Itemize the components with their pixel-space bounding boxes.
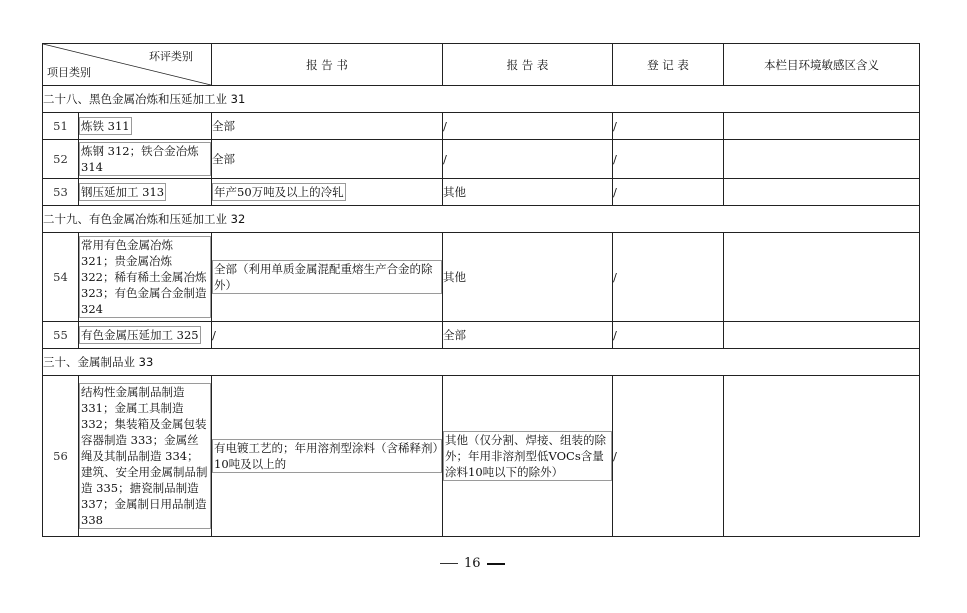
row-number: 52 [43, 140, 79, 179]
col-report-book: 报 告 书 [212, 44, 443, 86]
row-sensitive [724, 140, 920, 179]
row-register: / [613, 113, 724, 140]
category-text: 钢压延加工 313 [81, 185, 165, 199]
table-row [43, 376, 920, 537]
row-category [79, 113, 212, 140]
section-title: 三十、金属制品业 33 [43, 349, 920, 376]
page-number: 16 [464, 556, 481, 571]
row-category [79, 233, 212, 322]
row-register: / [613, 179, 724, 206]
row-sensitive [724, 179, 920, 206]
row-table [443, 376, 613, 537]
row-number: 56 [43, 376, 79, 537]
col-report-table: 报 告 表 [443, 44, 613, 86]
row-sensitive [724, 376, 920, 537]
row-number: 54 [43, 233, 79, 322]
row-book [212, 179, 443, 206]
book-text: 有电镀工艺的；年用溶剂型涂料（含稀释剂）10吨及以上的 [212, 439, 442, 473]
book-text: 全部（利用单质金属混配重熔生产合金的除外） [212, 260, 442, 294]
category-text: 炼铁 311 [81, 119, 130, 133]
table-row [43, 113, 920, 140]
row-category [79, 179, 212, 206]
row-table: 全部 [443, 322, 613, 349]
row-register: / [613, 233, 724, 322]
row-table: 其他 [443, 233, 613, 322]
row-category [79, 140, 212, 179]
row-number: 53 [43, 179, 79, 206]
row-register: / [613, 322, 724, 349]
row-register: / [613, 140, 724, 179]
row-table: / [443, 113, 613, 140]
category-text: 常用有色金属冶炼 321；贵金属冶炼 322；稀有稀土金属冶炼 323；有色金属合金制造 324 [79, 236, 211, 318]
category-text: 炼钢 312；铁合金冶炼 314 [79, 142, 211, 176]
section-row [43, 86, 920, 113]
row-register: / [613, 376, 724, 537]
row-sensitive [724, 113, 920, 140]
row-table: 其他 [443, 179, 613, 206]
diag-top-label: 环评类别 [149, 50, 193, 63]
col-sensitive: 本栏目环境敏感区含义 [724, 44, 920, 86]
row-table: / [443, 140, 613, 179]
category-text: 结构性金属制品制造 331；金属工具制造 332；集装箱及金属包装容器制造 333；金属丝绳及其制品制造 334；建筑、安全用金属制品制造 335；搪瓷制品制造 337；金属制日用品制造 338 [79, 383, 211, 529]
row-number: 55 [43, 322, 79, 349]
row-category [79, 322, 212, 349]
table-row [43, 179, 920, 206]
row-sensitive [724, 322, 920, 349]
table-row [43, 322, 920, 349]
section-row [43, 206, 920, 233]
section-title: 二十八、黑色金属冶炼和压延加工业 31 [43, 86, 920, 113]
section-row [43, 349, 920, 376]
row-book [212, 233, 443, 322]
book-text: 年产50万吨及以上的冷轧 [214, 185, 344, 199]
footer-dash-right [487, 563, 505, 565]
row-book: / [212, 322, 443, 349]
diagonal-header-cell [43, 44, 212, 86]
row-book: 全部 [212, 113, 443, 140]
table-row [43, 140, 920, 179]
table-text: 其他（仅分割、焊接、组装的除外；年用非溶剂型低VOCs含量涂料10吨以下的除外） [443, 431, 612, 481]
col-register: 登 记 表 [613, 44, 724, 86]
page-footer [440, 556, 505, 571]
category-text: 有色金属压延加工 325 [81, 328, 199, 342]
section-title: 二十九、有色金属冶炼和压延加工业 32 [43, 206, 920, 233]
row-book: 全部 [212, 140, 443, 179]
classification-table [42, 43, 920, 537]
table-row [43, 233, 920, 322]
footer-dash-left [440, 563, 458, 564]
row-number: 51 [43, 113, 79, 140]
diag-bottom-label: 项目类别 [47, 66, 91, 79]
header-row [43, 44, 920, 86]
row-book [212, 376, 443, 537]
row-sensitive [724, 233, 920, 322]
row-category [79, 376, 212, 537]
